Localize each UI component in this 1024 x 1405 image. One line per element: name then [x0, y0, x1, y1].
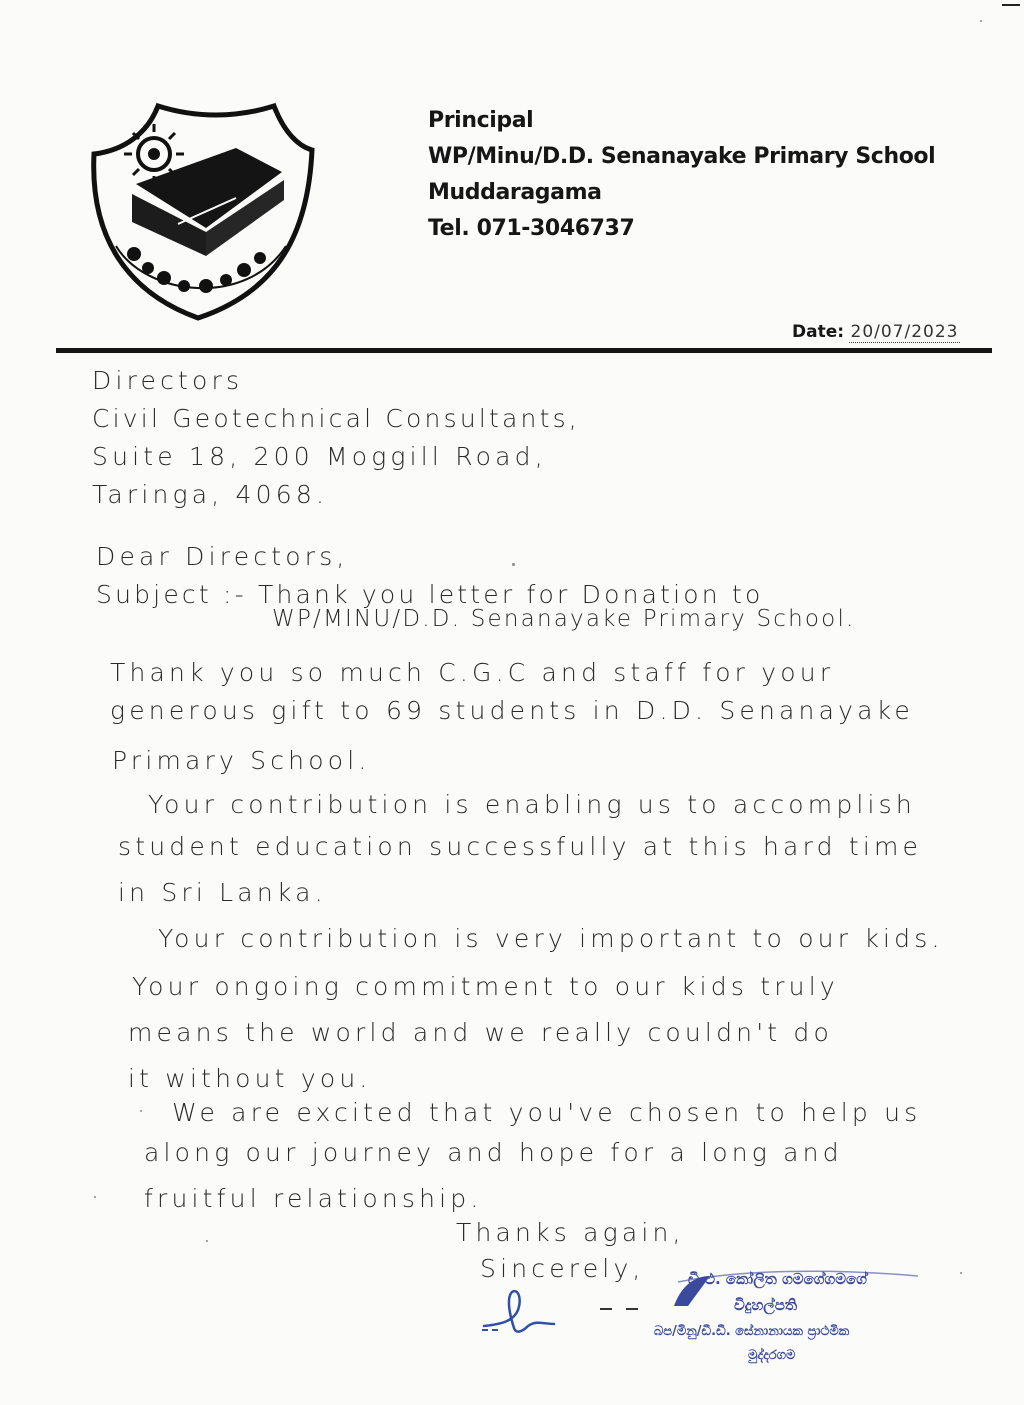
body-line: means the world and we really couldn't do: [128, 1018, 833, 1047]
recipient-line: Suite 18, 200 Moggill Road,: [92, 442, 547, 471]
subject-line: Subject :- Thank you letter for Donation to: [96, 580, 764, 609]
letterhead: [428, 106, 935, 244]
scan-speck: [140, 1110, 142, 1112]
letterhead-location: Muddaragama: [428, 180, 602, 205]
scan-speck: [980, 20, 982, 22]
recipient-line: Directors: [92, 366, 244, 395]
dash-marks: [600, 1306, 646, 1312]
date-field: [792, 322, 960, 342]
scan-speck: [512, 563, 515, 566]
page-edge-mark: [1002, 4, 1020, 6]
salutation: Dear Directors,: [96, 542, 349, 571]
school-crest-icon: [86, 96, 316, 322]
body-line: We are excited that you've chosen to help us: [172, 1098, 922, 1127]
stamp-school: බප/මිනු/ඩී.ඩී. සේනානායක ප්‍රාථමික: [654, 1324, 850, 1339]
closing-line: Thanks again,: [456, 1218, 685, 1247]
recipient-line: Taringa, 4068.: [92, 480, 329, 509]
closing-line: Sincerely,: [480, 1254, 645, 1283]
body-line: Your contribution is enabling us to accomplish: [148, 790, 916, 819]
body-line: along our journey and hope for a long and: [144, 1138, 843, 1167]
letterhead-title: Principal: [428, 108, 534, 133]
stamp-town: මුද්දරගම: [748, 1348, 796, 1363]
body-line: Your ongoing commitment to our kids truly: [132, 972, 839, 1001]
body-line: fruitful relationship.: [144, 1184, 483, 1213]
body-line: in Sri Lanka.: [118, 878, 327, 907]
stamp-title: විදුහල්පති: [734, 1296, 798, 1314]
official-stamp: [648, 1262, 928, 1384]
signature-icon: [478, 1280, 618, 1340]
letterhead-phone: Tel. 071-3046737: [428, 216, 635, 241]
scan-speck: [206, 1240, 208, 1242]
scan-speck: [94, 1196, 96, 1198]
body-line: Thank you so much C.G.C and staff for your: [110, 658, 835, 687]
body-line: Your contribution is very important to our kids.: [158, 924, 944, 953]
stamp-name: ඩී.එ. කෝලිත ගමගේගමගේ: [688, 1270, 867, 1288]
recipient-line: Civil Geotechnical Consultants,: [92, 404, 580, 433]
scan-speck: [960, 1272, 962, 1274]
date-label: Date:: [792, 322, 845, 342]
date-value: 20/07/2023: [850, 322, 959, 342]
letterhead-school-name: WP/Minu/D.D. Senanayake Primary School: [428, 144, 936, 169]
body-line: Primary School.: [112, 746, 371, 775]
body-line: it without you.: [128, 1064, 372, 1093]
subject-line: WP/MINU/D.D. Senanayake Primary School.: [272, 606, 856, 632]
body-line: student education successfully at this hard time: [118, 832, 923, 861]
body-line: generous gift to 69 students in D.D. Senanayake: [110, 696, 914, 725]
header-divider: [56, 348, 992, 353]
